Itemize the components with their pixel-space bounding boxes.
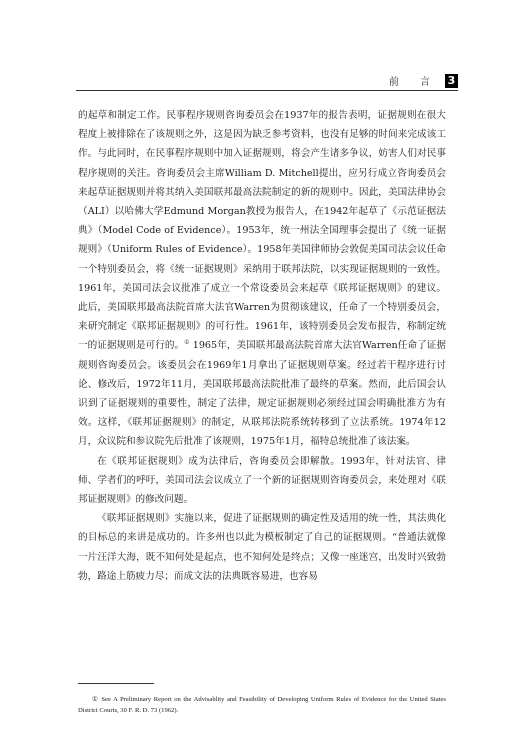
running-header: [389, 73, 458, 88]
footnote-rule: [78, 683, 154, 684]
header-rule: [76, 90, 458, 91]
paragraph-1-continued: 1965年，美国联邦最高法院首席大法官Warren任命了证据规则咨询委员会。该委员会在1969年1月拿出了证据规则草案。经过若干程序进行讨论、修改后，1972年11月，美国联邦最高法院批准了最终的草案。然而，此后国会认识到了证据规则的重要性，制定了法律，规定证据规则必须经过国会明确批准方为有效。这样，《联邦证据规则》的制定，从联邦法院系统转移到了立法系统。1974年12月，众议院和参议院先后批准了该规则，1975年1月，福特总统批准了该法案。: [78, 340, 446, 448]
paragraph-1-text: 的起草和制定工作。民事程序规则咨询委员会在1937年的报告表明，证据规则在很大程度上被排除在了该规则之外，这是因为缺乏参考资料，也没有足够的时间来完成该工作。与此同时，在民事程序规则中加入证据规则，将会产生诸多争议，妨害人们对民事程序规则的关注。咨询委员会主席William D. Mitchell提出，应另行成立咨询委员会来起草证据规则并将其纳入美国联邦最高法院制定的新的规则中。因此，美国法律协会（ALI）以哈佛大学Edmund Morgan教授为报告人，在1942年起草了《示范证据法典》（Model Code of Evidence）。1953年，统一州法全国理事会提出了《统一证据规则》（Uniform Rules of Evidence）。1958年美国律师协会敦促美国司法会议任命一个特别委员会，将《统一证据规则》采纳用于联邦法院，以实现证据规则的一致性。1961年，美国司法会议批准了成立一个常设委员会来起草《联邦证据规则》的建议。此后，美国联邦最高法院首席大法官Warren为贯彻该建议，任命了一个特别委员会，来研究制定《联邦证据规则》的可行性。1961年，该特别委员会发布报告，称制定统一的证据规则是可行的。: [78, 110, 446, 352]
paragraph-1: [78, 106, 446, 452]
paragraph-3: 《联邦证据规则》实施以来，促进了证据规则的确定性及适用的统一性，其法典化的目标总的来讲是成功的。许多州也以此为模板制定了自己的证据规则。“普通法就像一片汪洋大海，既不知何处是起点，也不知何处是终点；又像一座迷宫，出发时兴致勃勃，路途上筋疲力尽；而成文法的法典既容易进，也容易: [78, 513, 446, 582]
body-text: [78, 106, 446, 586]
footnote-marker: ①: [92, 696, 99, 703]
footnote-reference: ①: [184, 339, 190, 347]
header-title: 前 言: [388, 77, 439, 88]
footnote-text: See A Preliminary Report on the Advisablity and Feasibility of Developing Uniform Rules of Evidence for the United States District Courts, 30 F. R. D. 73 (1962).: [78, 696, 446, 714]
page-number: 3: [445, 74, 458, 88]
paragraph-2: 在《联邦证据规则》成为法律后，咨询委员会即解散。1993年，针对法官、律师、学者们的呼吁，美国司法会议成立了一个新的证据规则咨询委员会，来处理对《联邦证据规则》的修改问题。: [78, 455, 446, 506]
footnote: [78, 694, 446, 716]
